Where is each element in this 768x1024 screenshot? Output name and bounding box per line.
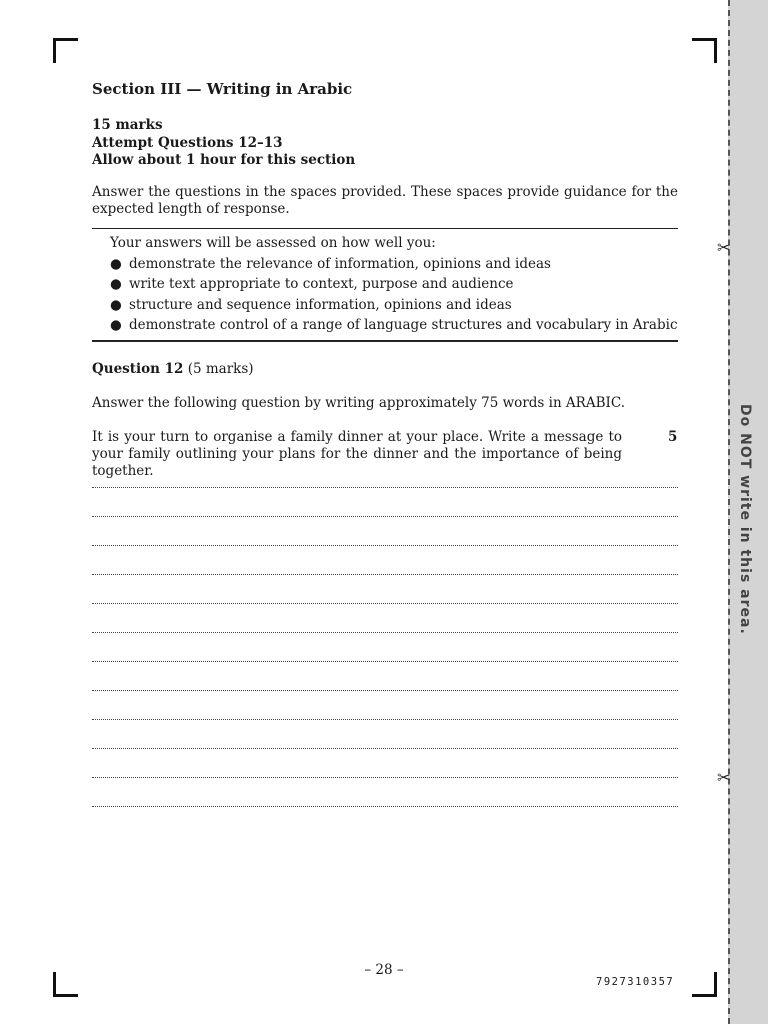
section-meta (92, 117, 678, 170)
answer-line[interactable] (92, 748, 678, 749)
assessment-criteria-box (92, 228, 678, 342)
crop-mark-top-left (53, 38, 78, 63)
answer-line[interactable] (92, 661, 678, 662)
section-marks: 15 marks (92, 117, 163, 133)
section-time: Allow about 1 hour for this section (92, 152, 356, 168)
question-marks: 5 (668, 429, 678, 445)
answer-line[interactable] (92, 806, 678, 807)
criteria-item: ● demonstrate the relevance of information, opinions and ideas (110, 254, 678, 275)
bullet-icon: ● (110, 317, 122, 333)
answer-line[interactable] (92, 574, 678, 575)
question-marks-text: (5 marks) (187, 361, 254, 377)
crop-mark-top-right (692, 38, 717, 63)
answer-line[interactable] (92, 545, 678, 546)
answer-line[interactable] (92, 632, 678, 633)
question-text: It is your turn to organise a family dinner at your place. Write a message to your family outlining your plans for the dinner and the importance of being together. (92, 429, 622, 479)
bullet-icon: ● (110, 276, 122, 292)
question-label: Question 12 (92, 361, 184, 377)
criteria-item: ● demonstrate control of a range of language structures and vocabulary in Arabic (110, 315, 678, 336)
answer-line[interactable] (92, 516, 678, 517)
bullet-icon: ● (110, 255, 122, 272)
section-attempt: Attempt Questions 12–13 (92, 134, 283, 151)
answer-line[interactable] (92, 603, 678, 604)
paper-code: 7927310357 (596, 976, 675, 988)
bullet-icon: ● (110, 296, 122, 313)
answer-line[interactable] (92, 487, 678, 488)
margin-warning: Do NOT write in this area. (737, 404, 753, 635)
answer-line[interactable] (92, 719, 678, 720)
section-intro: Answer the questions in the spaces provided. These spaces provide guidance for the expected length of response. (92, 184, 678, 217)
answer-line[interactable] (92, 777, 678, 778)
question-heading (92, 361, 678, 377)
criteria-item: ● structure and sequence information, opinions and ideas (110, 295, 678, 316)
section-title: Section III — Writing in Arabic (92, 80, 353, 98)
answer-line[interactable] (92, 690, 678, 691)
criteria-list (110, 254, 678, 336)
criteria-item: ● write text appropriate to context, purpose and audience (110, 274, 678, 295)
criteria-heading: Your answers will be assessed on how well you: (110, 235, 436, 251)
scissors-icon: ✂ (717, 768, 731, 787)
page-number: – 28 – (364, 962, 404, 978)
question-instruction: Answer the following question by writing approximately 75 words in ARABIC. (92, 395, 625, 411)
scissors-icon: ✂ (717, 238, 731, 257)
